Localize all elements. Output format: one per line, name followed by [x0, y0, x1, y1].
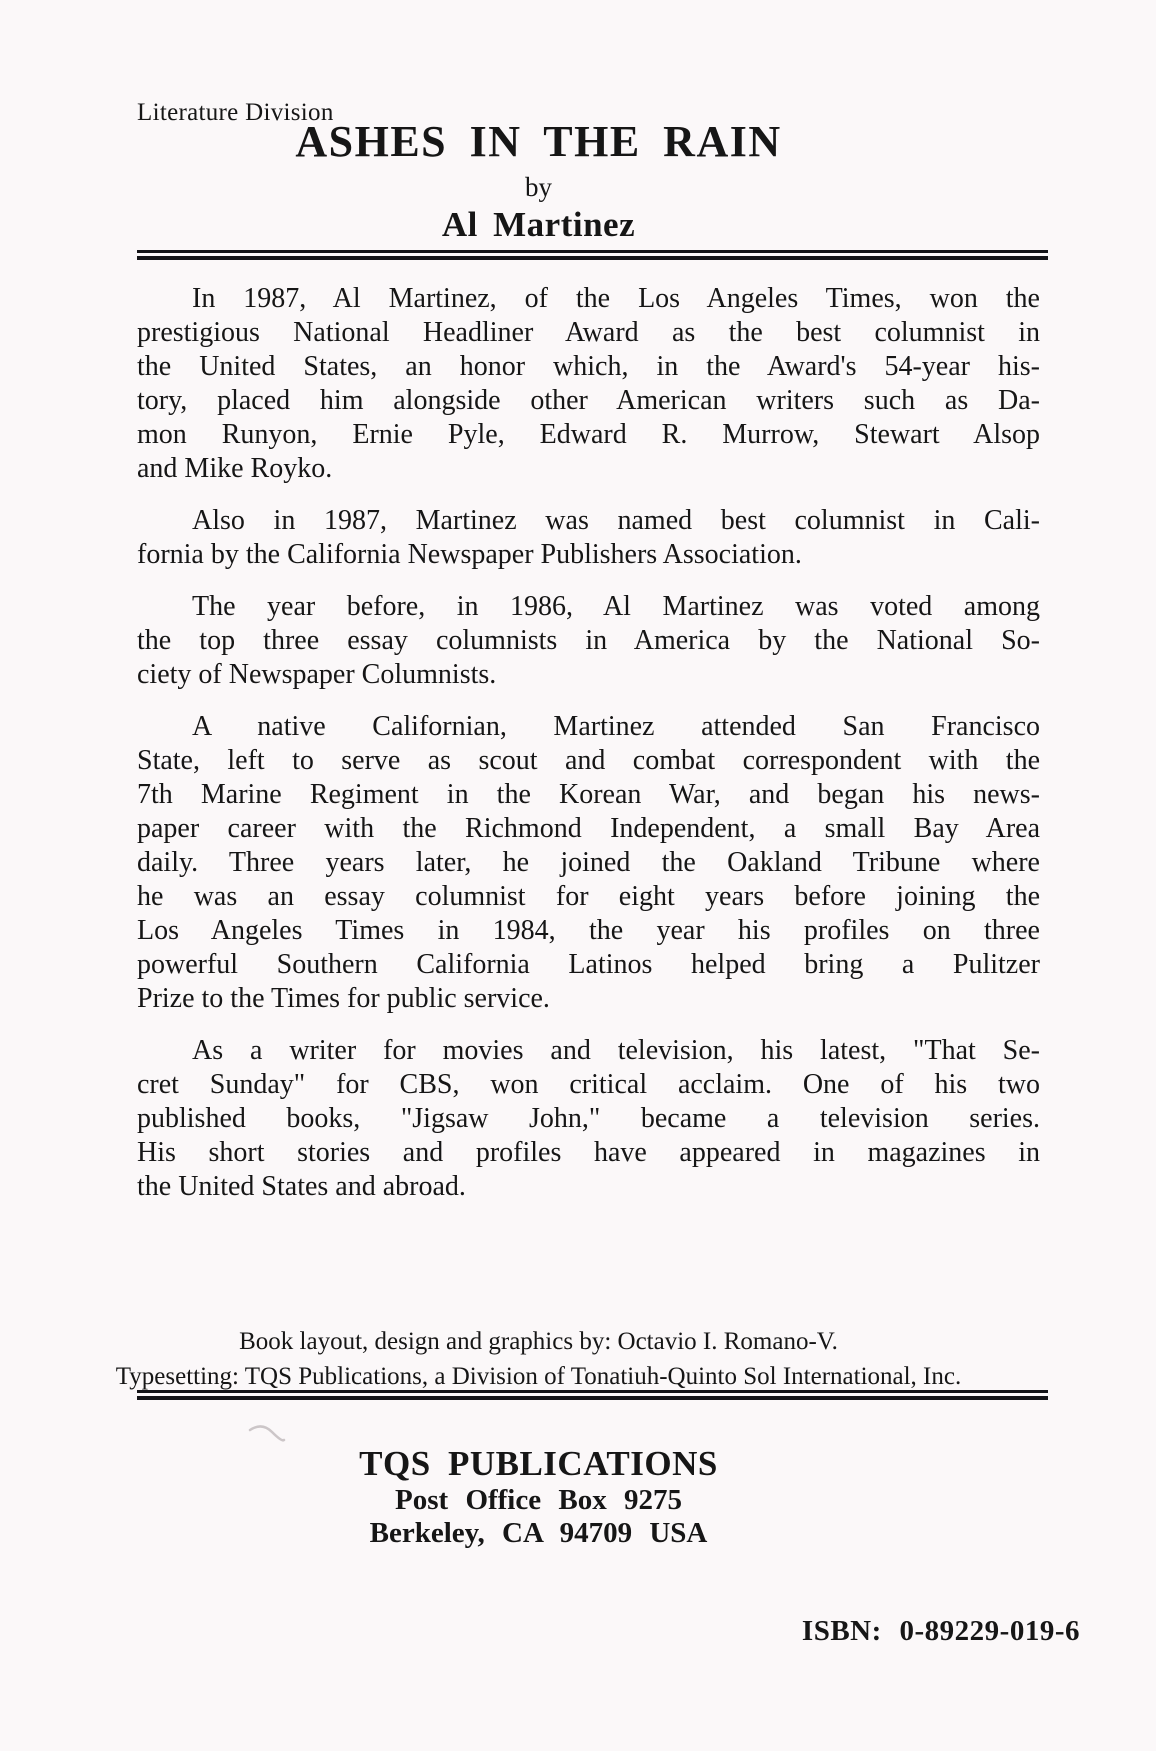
paragraph-line: 7th Marine Regiment in the Korean War, and began his news- — [137, 779, 1040, 810]
paragraph-line: he was an essay columnist for eight years before joining the — [137, 881, 1040, 912]
paragraph-line: The year before, in 1986, Al Martinez was voted among — [192, 591, 1040, 622]
paragraph-line: State, left to serve as scout and combat correspondent with the — [137, 745, 1040, 776]
paragraph-line: His short stories and profiles have appeared in magazines in — [137, 1137, 1040, 1168]
author-name: Al Martinez — [441, 205, 636, 245]
credits-block — [87, 1324, 990, 1394]
publisher-name: TQS PUBLICATIONS — [359, 1444, 718, 1483]
paragraph-line: the top three essay columnists in America by the National So- — [137, 625, 1040, 656]
paragraph — [137, 590, 1040, 692]
paragraph — [137, 504, 1040, 572]
isbn-number: ISBN: 0-89229-019-6 — [801, 1615, 1080, 1647]
book-title: ASHES IN THE RAIN — [295, 117, 782, 166]
paragraph-line: tory, placed him alongside other American writers such as Da- — [137, 385, 1040, 416]
paragraph-line: daily. Three years later, he joined the Oakland Tribune where — [137, 847, 1040, 878]
paragraph — [137, 1034, 1040, 1204]
double-rule-bottom — [137, 1390, 1048, 1400]
paragraph-line: published books, "Jigsaw John," became a television series. — [137, 1103, 1040, 1134]
paragraph-line: prestigious National Headliner Award as the best columnist in — [137, 317, 1040, 348]
division-label: Literature Division — [137, 99, 334, 126]
paragraph-line: the United States, an honor which, in the Award's 54-year his- — [137, 351, 1040, 382]
paragraph-line: As a writer for movies and television, his latest, "That Se- — [192, 1035, 1040, 1066]
title-block — [87, 118, 990, 245]
pencil-smudge-artifact — [248, 1424, 288, 1446]
paragraph-line: and Mike Royko. — [137, 453, 333, 484]
paragraph — [137, 282, 1040, 486]
credits-line-typesetting: Typesetting: TQS Publications, a Division of Tonatiuh-Quinto Sol International, Inc. — [115, 1363, 962, 1390]
double-rule-top — [137, 250, 1048, 260]
paragraph-line: paper career with the Richmond Independent, a small Bay Area — [137, 813, 1040, 844]
paragraph-line: A native Californian, Martinez attended San Francisco — [192, 711, 1040, 742]
byline: by — [525, 172, 552, 203]
paragraph-line: powerful Southern California Latinos helped bring a Pulitzer — [137, 949, 1040, 980]
publisher-block — [87, 1444, 990, 1550]
paragraph-line: Prize to the Times for public service. — [137, 983, 550, 1014]
paragraph-line: the United States and abroad. — [137, 1171, 466, 1202]
paragraph-line: Also in 1987, Martinez was named best columnist in Cali- — [192, 505, 1040, 536]
paragraph-line: Los Angeles Times in 1984, the year his profiles on three — [137, 915, 1040, 946]
paragraph-line: ciety of Newspaper Columnists. — [137, 659, 497, 690]
paragraph-line: mon Runyon, Ernie Pyle, Edward R. Murrow, Stewart Alsop — [137, 419, 1040, 450]
paragraph-line: fornia by the California Newspaper Publishers Association. — [137, 539, 802, 570]
paragraph — [137, 710, 1040, 1016]
paragraph-line: In 1987, Al Martinez, of the Los Angeles Times, won the — [192, 283, 1040, 314]
paragraph-line: cret Sunday" for CBS, won critical acclaim. One of his two — [137, 1069, 1040, 1100]
publisher-address-line2: Berkeley, CA 94709 USA — [369, 1517, 708, 1549]
body-paragraphs — [137, 282, 1040, 1222]
credits-line-design: Book layout, design and graphics by: Octavio I. Romano-V. — [239, 1328, 838, 1355]
publisher-address-line1: Post Office Box 9275 — [395, 1484, 682, 1516]
